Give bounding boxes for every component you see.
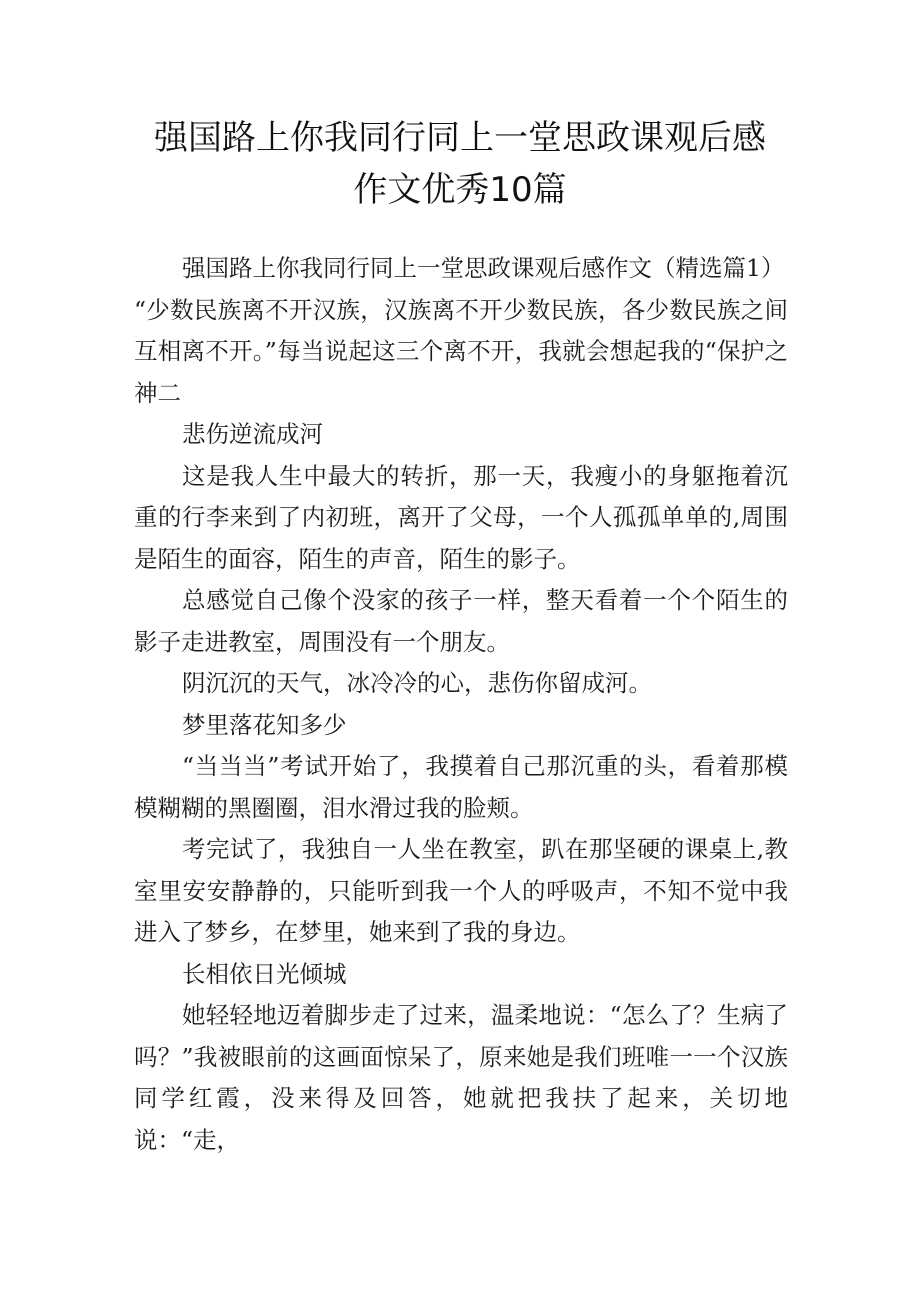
title-line-2: 作文优秀10篇 xyxy=(353,170,567,210)
section-subheading: 梦里落花知多少 xyxy=(182,710,347,739)
paragraph: 总感觉自己像个没家的孩子一样，整天看着一个个陌生的影子走进教室，周围没有一个朋友。 xyxy=(134,586,788,656)
title-line-1: 强国路上你我同行同上一堂思政课观后感 xyxy=(154,118,766,158)
section-heading: 强国路上你我同行同上一堂思政课观后感作文（精选篇1） xyxy=(182,254,785,282)
paragraph: 考完试了，我独自一人坐在教室，趴在那坚硬的课桌上,教室里安安静静的，只能听到我一个人的呼吸声，不知不觉中我进入了梦乡，在梦里，她来到了我的身边。 xyxy=(134,835,788,946)
paragraph: “当当当”考试开始了，我摸着自己那沉重的头，看着那模模糊糊的黑圈圈，泪水滑过我的脸颊。 xyxy=(134,752,788,822)
document-body xyxy=(134,248,788,1161)
section-subheading: 悲伤逆流成河 xyxy=(182,420,323,448)
paragraph: 这是我人生中最大的转折，那一天，我瘦小的身躯拖着沉重的行李来到了内初班，离开了父母，一个人孤孤单单的,周围是陌生的面容，陌生的声音，陌生的影子。 xyxy=(134,461,788,573)
section-subheading: 长相依日光倾城 xyxy=(182,959,347,988)
paragraph: 她轻轻地迈着脚步走了过来，温柔地说：“怎么了？生病了吗？”我被眼前的这画面惊呆了，原来她是我们班唯一一个汉族同学红霞，没来得及回答，她就把我扶了起来，关切地说：“走， xyxy=(134,1001,788,1154)
paragraph: “少数民族离不开汉族，汉族离不开少数民族，各少数民族之间互相离不开。”每当说起这三个离不开，我就会想起我的“保护之神二 xyxy=(134,295,788,407)
paragraph: 阴沉沉的天气，冰冷冷的心，悲伤你留成河。 xyxy=(182,669,652,697)
document-title xyxy=(0,112,920,216)
